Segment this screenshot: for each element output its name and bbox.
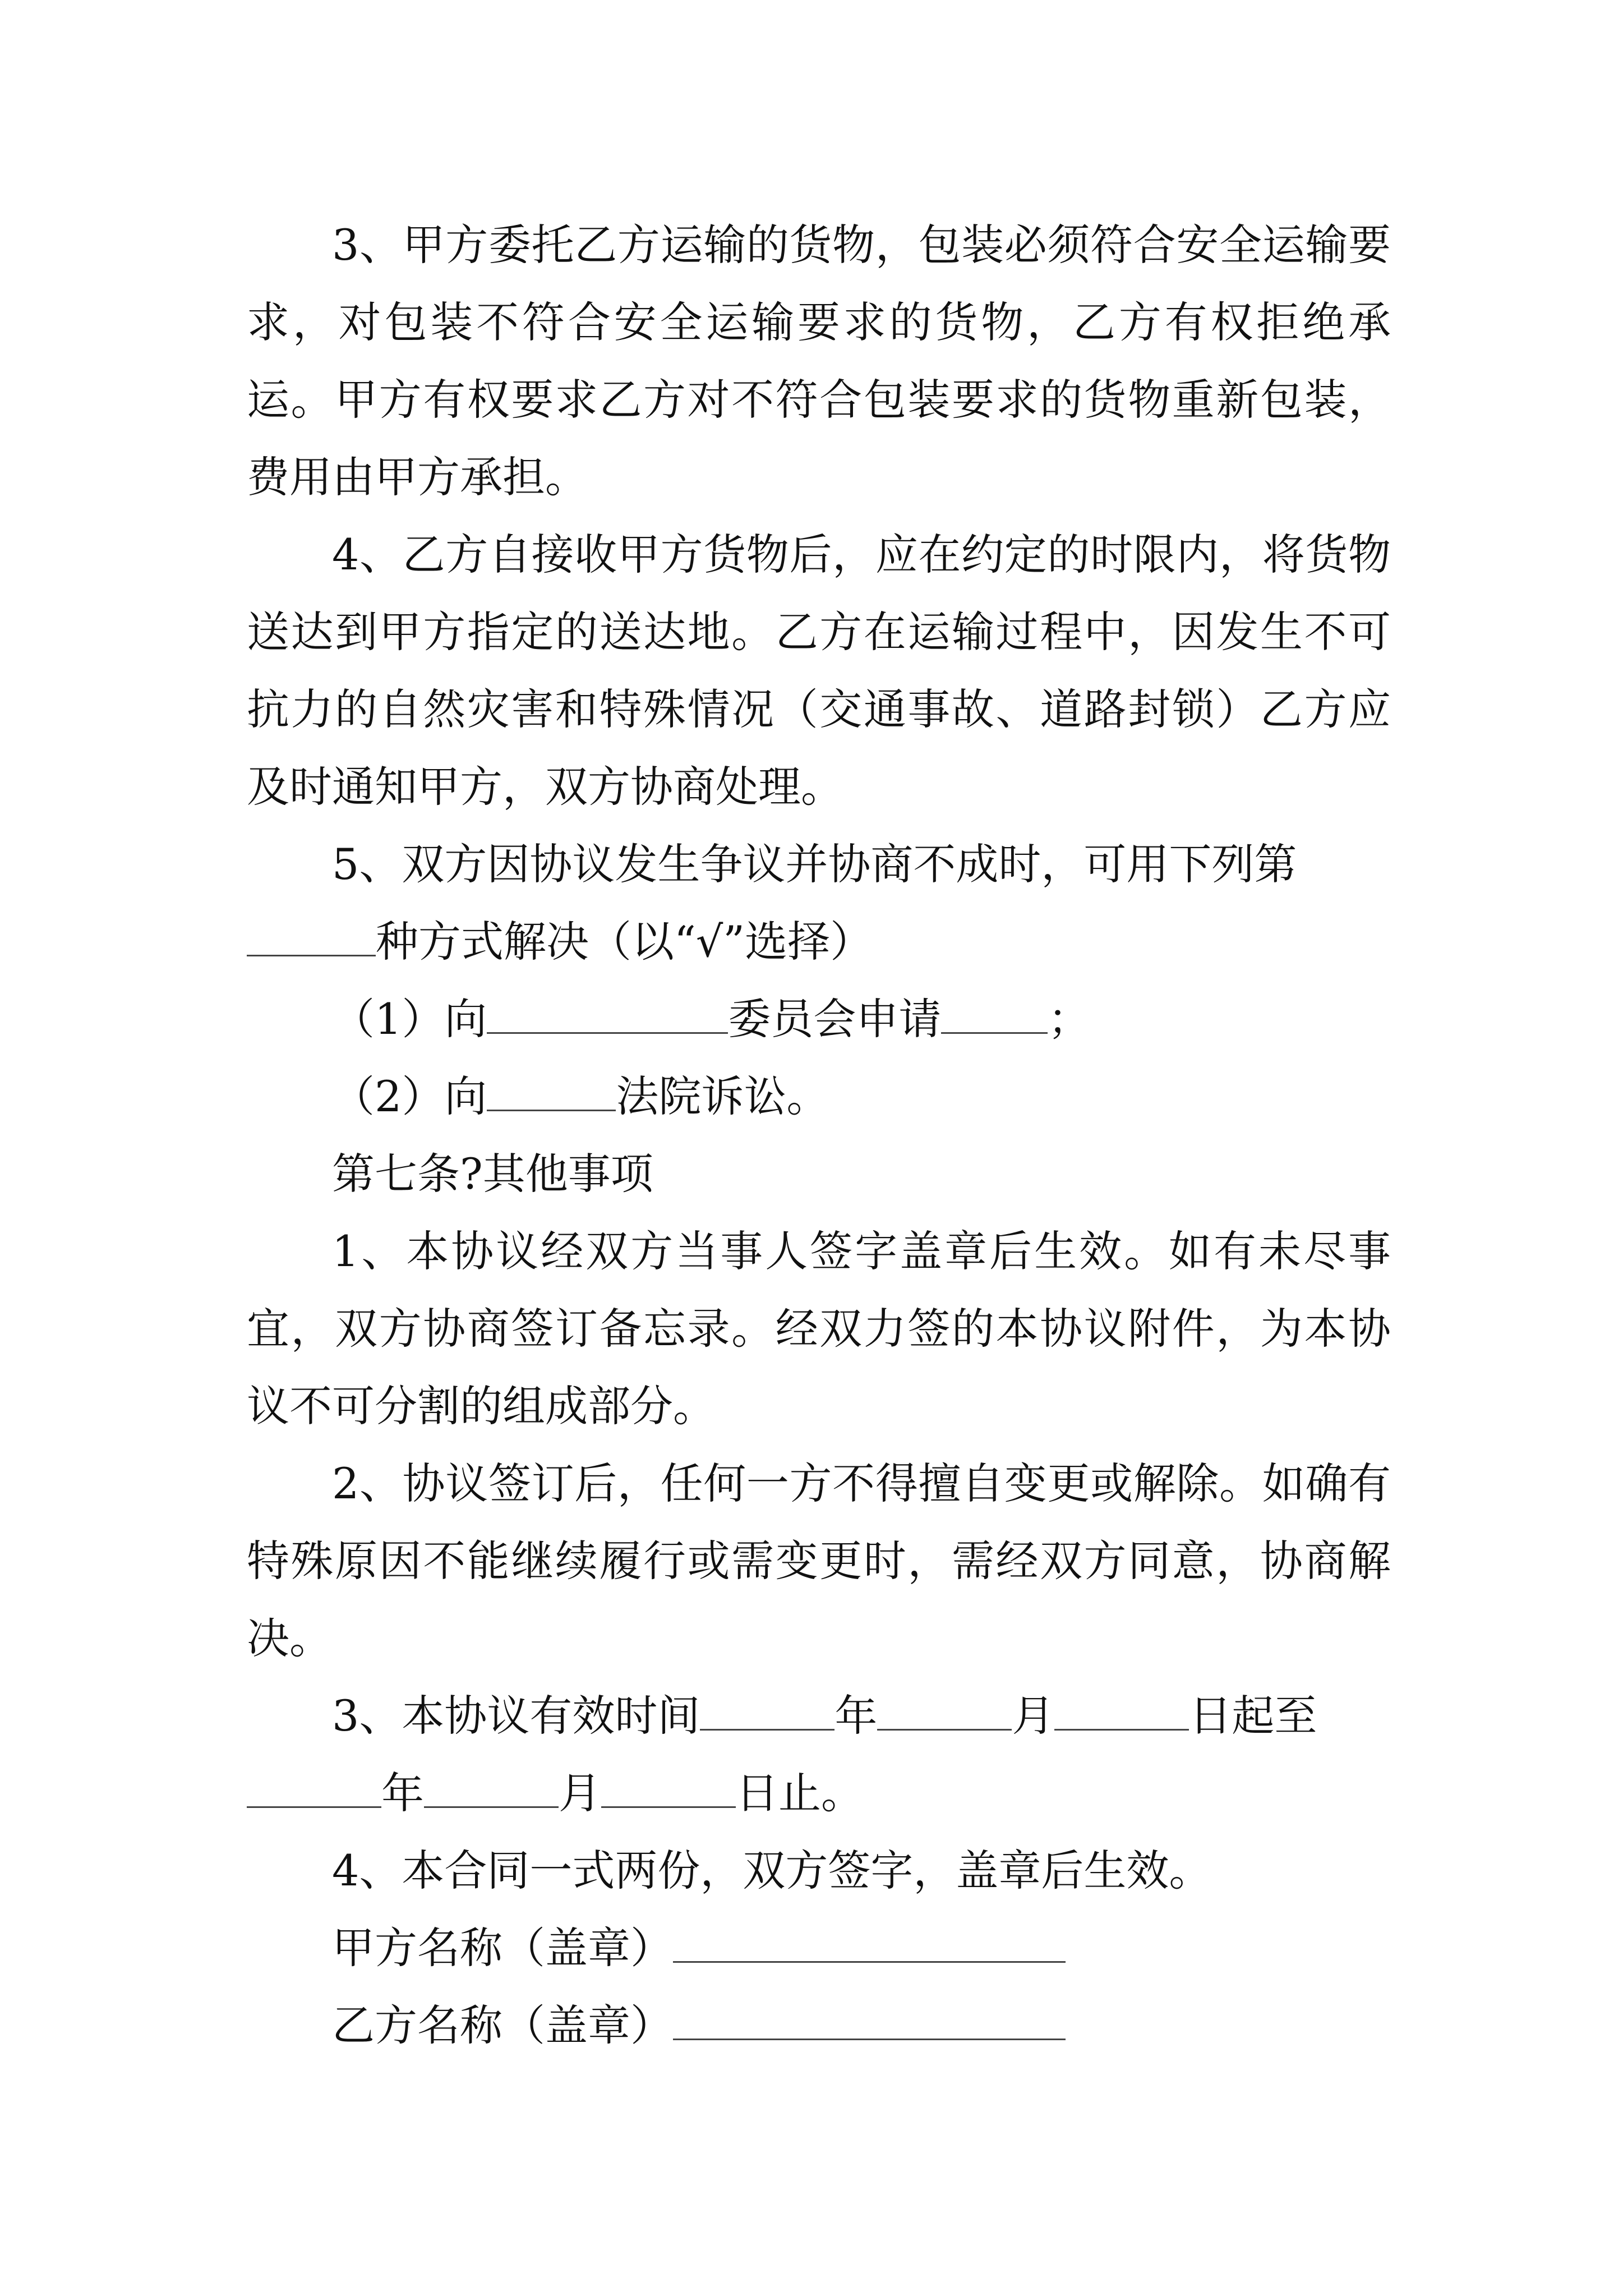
party-b-signature-blank[interactable]	[673, 1999, 1066, 2040]
clause-5-text: 5、双方因协议发生争议并协商不成时，可用下列第	[332, 839, 1297, 889]
start-month-blank[interactable]	[877, 1690, 1012, 1731]
committee-name-blank[interactable]	[487, 993, 728, 1034]
clause-3: 3、甲方委托乙方运输的货物，包装必须符合安全运输要求，对包装不符合安全运输要求的货物，乙方有权拒绝承运。甲方有权要求乙方对不符合包装要求的货物重新包装，费用由甲方承担。	[247, 220, 1391, 502]
article-7-clause-4: 4、本合同一式两份，双方签字，盖章后生效。	[332, 1846, 1212, 1895]
year-label-2: 年	[381, 1768, 424, 1818]
party-a-signature-blank[interactable]	[673, 1922, 1066, 1963]
end-day-blank[interactable]	[601, 1767, 736, 1808]
end-label: 日止。	[736, 1768, 864, 1818]
party-b-signature	[247, 1987, 1391, 2064]
article-7-clause-3-line-1	[247, 1677, 1391, 1755]
clause-5-line-2	[247, 903, 1391, 981]
end-month-blank[interactable]	[424, 1767, 559, 1808]
party-a-label: 甲方名称（盖章）	[332, 1923, 673, 1973]
application-blank[interactable]	[941, 993, 1048, 1034]
court-name-blank[interactable]	[487, 1070, 616, 1111]
option-1-prefix: （1）向	[332, 994, 487, 1044]
month-label: 月	[1012, 1691, 1055, 1741]
option-2	[247, 1058, 1391, 1135]
option-2-prefix: （2）向	[332, 1071, 487, 1121]
clause-4: 4、乙方自接收甲方货物后，应在约定的时限内，将货物送达到甲方指定的送达地。乙方在运输过程中，因发生不可抗力的自然灾害和特殊情况（交通事故、道路封锁）乙方应及时通知甲方，双方协商处理。	[247, 530, 1391, 812]
party-b-label: 乙方名称（盖章）	[332, 2000, 673, 2050]
start-year-blank[interactable]	[700, 1690, 834, 1731]
option-1-text: 委员会申请	[728, 994, 942, 1044]
end-year-blank[interactable]	[247, 1767, 381, 1808]
article-7-clause-1: 1、本协议经双方当事人签字盖章后生效。如有未尽事宜，双方协商签订备忘录。经双力签的本协议附件，为本协议不可分割的组成部分。	[247, 1226, 1391, 1431]
from-label: 日起至	[1189, 1691, 1317, 1741]
option-2-text: 法院诉讼。	[616, 1071, 829, 1121]
document-body	[247, 206, 1391, 2064]
month-label-2: 月	[559, 1768, 601, 1818]
method-choice-blank[interactable]	[247, 915, 376, 956]
article-7-heading: 第七条?其他事项	[332, 1149, 653, 1199]
validity-text: 3、本协议有效时间	[332, 1691, 700, 1741]
article-7-clause-3-line-2	[247, 1755, 1391, 1832]
option-1-suffix: ；	[1048, 994, 1091, 1044]
clause-5-line-1	[247, 826, 1391, 903]
party-a-signature	[247, 1910, 1391, 1987]
option-1	[247, 981, 1391, 1058]
clause-5-method-text: 种方式解决（以“√”选择）	[376, 917, 873, 967]
year-label: 年	[834, 1691, 878, 1741]
start-day-blank[interactable]	[1054, 1690, 1189, 1731]
article-7-clause-2: 2、协议签订后，任何一方不得擅自变更或解除。如确有特殊原因不能继续履行或需变更时，需经双方同意，协商解决。	[247, 1458, 1391, 1663]
